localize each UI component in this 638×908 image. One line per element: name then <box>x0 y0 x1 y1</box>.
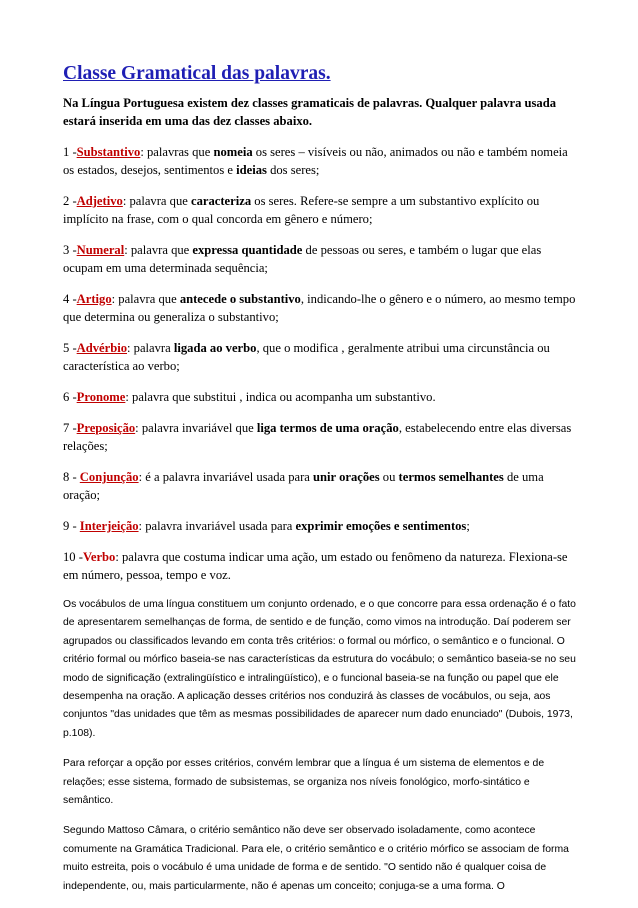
entry-text: ou <box>379 470 399 484</box>
entry-number: 4 - <box>63 292 77 306</box>
entry-term: Pronome <box>76 390 126 404</box>
entry-term: Verbo <box>82 550 116 564</box>
entry-text: : é a palavra invariável usada para <box>138 470 314 484</box>
entry-text: ; <box>466 519 470 533</box>
entry-text: , que o modifica , geralmente atribui uma circunstância ou característica ao verbo; <box>63 341 550 373</box>
body-paragraph-2: Para reforçar a opção por esses critérios, convém lembrar que a língua é um sistema de elementos e de relações; esse sistema, formado de subsistemas, se organiza nos níveis fonológico, morfo-sintático e semântico. <box>63 758 545 807</box>
entry-adjetivo <box>63 192 581 228</box>
entry-preposicao <box>63 419 581 455</box>
entry-pronome <box>63 388 581 406</box>
entry-keyword: nomeia <box>213 145 253 159</box>
entry-text: : palavra <box>127 341 174 355</box>
entry-keyword: caracteriza <box>191 194 252 208</box>
entry-number: 8 - <box>63 470 80 484</box>
entry-number: 6 - <box>63 390 77 404</box>
entry-text: , indicando-lhe o gênero e o número, ao mesmo tempo que determina ou generaliza o substantivo; <box>63 292 576 324</box>
entry-term: Conjunção <box>79 470 139 484</box>
entry-number: 5 - <box>63 341 77 355</box>
entry-text: de pessoas ou seres, e também o lugar que elas ocupam em uma determinada sequência; <box>63 243 542 275</box>
entry-keyword: ligada ao verbo <box>173 341 257 355</box>
entry-term: Interjeição <box>79 519 139 533</box>
entry-number: 1 - <box>63 145 77 159</box>
entry-numeral <box>63 241 581 277</box>
entry-term: Advérbio <box>76 341 128 355</box>
entry-text: : palavra que <box>122 194 191 208</box>
entry-keyword: exprimir emoções e sentimentos <box>295 519 467 533</box>
entry-keyword: liga termos de uma oração <box>256 421 399 435</box>
entry-artigo <box>63 290 581 326</box>
entry-keyword: antecede o substantivo <box>179 292 301 306</box>
entry-number: 10 - <box>63 550 83 564</box>
entry-text: : palavra que substitui , indica ou acompanha um substantivo. <box>125 390 436 404</box>
document-page <box>63 62 581 908</box>
entry-text: os seres – visíveis ou não, animados ou não e também nomeia os estados, desejos, sentimentos e <box>63 145 568 177</box>
entry-text: : palavra que costuma indicar uma ação, um estado ou fenômeno da natureza. Flexiona-se em número, pessoa, tempo e voz. <box>63 550 568 582</box>
entry-text: , estabelecendo entre elas diversas relações; <box>63 421 572 453</box>
entry-keyword: expressa quantidade <box>192 243 303 257</box>
entry-text: : palavra invariável usada para <box>138 519 296 533</box>
entry-term: Substantivo <box>76 145 141 159</box>
entry-text: de uma oração; <box>63 470 544 502</box>
entry-text: : palavra que <box>124 243 193 257</box>
entry-keyword: ideias <box>236 163 267 177</box>
entry-text: : palavra que <box>111 292 180 306</box>
entry-term: Adjetivo <box>76 194 123 208</box>
entry-interjeicao <box>63 517 581 535</box>
entry-number: 7 - <box>63 421 77 435</box>
entry-text: dos seres; <box>266 163 320 177</box>
entry-keyword: unir orações <box>313 470 380 484</box>
entry-number: 3 - <box>63 243 77 257</box>
entry-term: Artigo <box>76 292 112 306</box>
entry-keyword: termos semelhantes <box>398 470 504 484</box>
entry-number: 9 - <box>63 519 80 533</box>
entry-term: Preposição <box>76 421 136 435</box>
page-title: Classe Gramatical das palavras. <box>63 63 331 84</box>
entry-verbo <box>63 548 581 584</box>
entry-adverbio <box>63 339 581 375</box>
entry-text: : palavras que <box>140 145 214 159</box>
body-paragraph-3: Segundo Mattoso Câmara, o critério semântico não deve ser observado isoladamente, como acontece comumente na Gramática Tradicional. Para ele, o critério semântico e o critério mórfico se associam de forma muito estreita, pois o vocábulo é uma unidade de forma e de sentido. "O sentido não é qualquer coisa de independente, ou, mais particularmente, não é apenas um conceito; conjuga-se a uma forma. O <box>63 825 569 892</box>
entry-number: 2 - <box>63 194 77 208</box>
entry-term: Numeral <box>76 243 125 257</box>
entry-text: : palavra invariável que <box>135 421 257 435</box>
body-paragraph-1: Os vocábulos de uma língua constituem um conjunto ordenado, e o que concorre para essa ordenação é o fato de apresentarem semelhanças de forma, de sentido e de função, como vimos na introdução. Daí poderem ser agrupados ou classificados levando em conta três critérios: o formal ou mórfico, o semântico e o funcional. O critério formal ou mórfico baseia-se nas características da estrutura do vocábulo; o semântico baseia-se no seu modo de significação (extralingüístico e intralingüístico), e o funcional baseia-se na função ou papel que ele desempenha na oração. A aplicação desses critérios nos conduzirá às classes de vocábulos, ou seja, aos conjuntos "das unidades que têm as mesmas possibilidades de aparecer num dado enunciado" (Dubois, 1973, p.108). <box>63 599 576 739</box>
entry-conjuncao <box>63 468 581 504</box>
intro-paragraph: Na Língua Portuguesa existem dez classes gramaticais de palavras. Qualquer palavra usada estará inserida em uma das dez classes abaixo. <box>63 96 557 128</box>
entry-substantivo <box>63 143 581 179</box>
entry-text: os seres. Refere-se sempre a um substantivo explícito ou implícito na frase, com o qual concorda em gênero e número; <box>63 194 540 226</box>
